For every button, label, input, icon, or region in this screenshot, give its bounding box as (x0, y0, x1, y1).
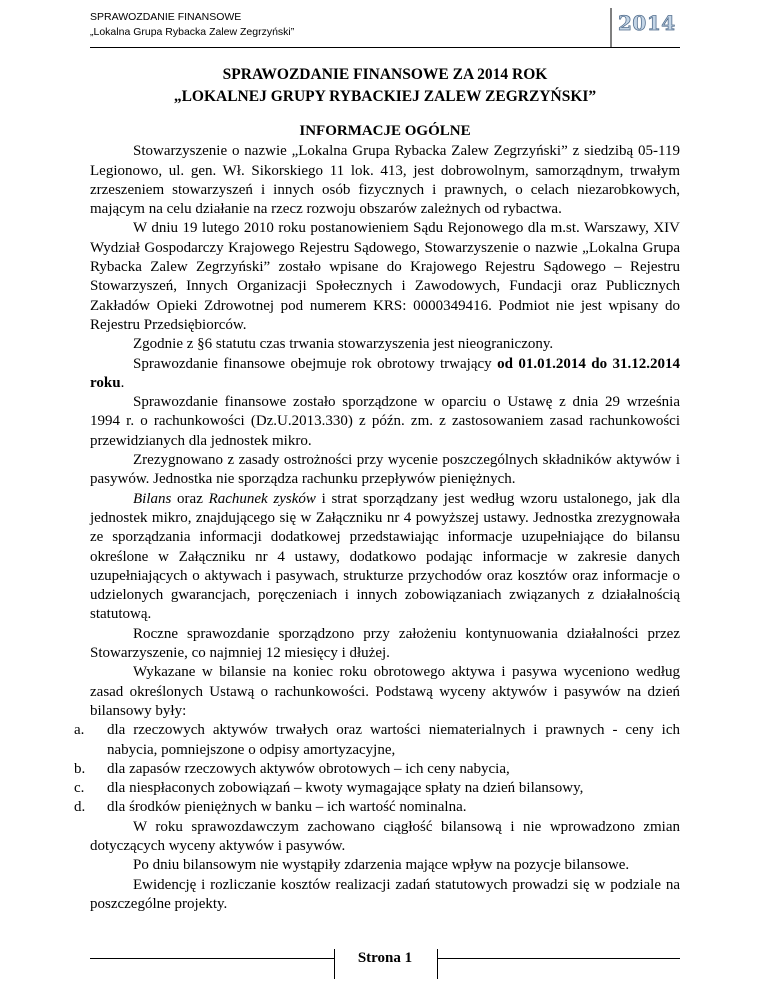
page-number: Strona 1 (357, 950, 413, 966)
paragraph-4-period: od 01.01.2014 do 31.12.2014 roku (90, 355, 680, 391)
title-line-1: SPRAWOZDANIE FINANSOWE ZA 2014 ROK (222, 66, 548, 83)
paragraph-7-mid: oraz (171, 490, 209, 507)
header-text (90, 10, 294, 40)
paragraph-6: Zrezygnowano z zasady ostrożności przy wycenie poszczególnych składników aktywów i pasywów. Jednostka nie sporządza rachunku przepływów pieniężnych. (90, 452, 680, 488)
list-text: dla środków pieniężnych w banku – ich wartość nominalna. (107, 799, 467, 816)
list-marker: a. (74, 722, 85, 739)
list-marker: d. (74, 799, 86, 816)
list-marker: b. (74, 760, 86, 777)
paragraph-3: Zgodnie z §6 statutu czas trwania stowarzyszenia jest nieograniczony. (133, 336, 554, 353)
paragraph-7-rest: i strat sporządzany jest według wzoru ustalonego, jak dla jednostek mikro, znajdującego się w Załączniku nr 4 powyższej ustawy. Jednostka zrezygnowała ze sporządzania informacji dodatkowej przedstawiając informacje uzupełniające do bilansu określone w Załączniku nr 4 ustawy, dodatkowo podając informacje w zakresie danych uzupełniających o aktywach i pasywach, strukturze przychodów oraz kosztów oraz informacje o udzielonych gwarancjach, poręczeniach i innych zobowiązaniach związanych z działalnością statutową. (90, 490, 681, 623)
section-heading: INFORMACJE OGÓLNE (299, 123, 471, 139)
title-line-2: „LOKALNEJ GRUPY RYBACKIEJ ZALEW ZEGRZYŃSKI” (173, 88, 597, 105)
paragraph-4 (90, 355, 680, 394)
paragraph-8: Roczne sprawozdanie sporządzono przy założeniu kontynuowania działalności przez Stowarzyszenie, co najmniej 12 miesięcy i dłużej. (90, 625, 680, 662)
list-item (74, 721, 680, 760)
header-line-2: „Lokalna Grupa Rybacka Zalew Zegrzyński” (90, 26, 295, 38)
list-item (74, 798, 680, 817)
paragraph-9: Wykazane w bilansie na koniec roku obrotowego aktywa i pasywa wyceniono według zasad określonych Ustawą o rachunkowości. Podstawą wyceny aktywów i pasywów na dzień bilansowy były: (90, 664, 680, 719)
paragraph-5: Sprawozdanie finansowe zostało sporządzone w oparciu o Ustawę z dnia 29 września 1994 r. o rachunkowości (Dz.U.2013.330) z późn. zm. z zastosowaniem zasad rachunkowości przewidzianych dla jednostek mikro. (90, 394, 680, 449)
list-item (74, 779, 680, 798)
paragraph-11: Po dniu bilansowym nie wystąpiły zdarzenia mające wpływ na pozycje bilansowe. (133, 857, 630, 874)
paragraph-4-end: . (120, 374, 125, 391)
paragraph-4-start: Sprawozdanie finansowe obejmuje rok obrotowy trwający (133, 355, 498, 372)
list-item (74, 760, 680, 779)
valuation-list (74, 721, 680, 817)
header-rule (90, 47, 680, 48)
paragraph-10: W roku sprawozdawczym zachowano ciągłość bilansową i nie wprowadzono zmian dotyczących wyceny aktywów i pasywów. (90, 818, 680, 854)
header-divider (610, 8, 612, 48)
list-text: dla zapasów rzeczowych aktywów obrotowych – ich ceny nabycia, (107, 760, 510, 777)
paragraph-2: W dniu 19 lutego 2010 roku postanowieniem Sądu Rejonowego dla m.st. Warszawy, XIV Wydział Gospodarczy Krajowego Rejestru Sądowego, Stowarzyszenie o nazwie „Lokalna Grupa Rybacka Zalew Zegrzyński” zostało wpisane do Krajowego Rejestru Sądowego – Rejestru Stowarzyszeń, Innych Organizacji Społecznych i Zawodowych, Fundacji oraz Publicznych Zakładów Opieki Zdrowotnej pod numerem KRS: 0000349416. Podmiot nie jest wpisany do Rejestru Przedsiębiorców. (90, 220, 680, 333)
paragraph-7-bilans: Bilans (133, 490, 172, 507)
list-text: dla rzeczowych aktywów trwałych oraz wartości niematerialnych i prawnych - ceny ich nabycia, pomniejszone o odpisy amortyzacyjne, (107, 722, 680, 758)
document-title (90, 64, 680, 108)
paragraph-7 (90, 490, 680, 625)
page-header (90, 8, 680, 48)
document-body (74, 60, 681, 914)
paragraph-1: Stowarzyszenie o nazwie „Lokalna Grupa Rybacka Zalew Zegrzyński” z siedzibą 05-119 Legionowo, ul. gen. Wł. Sikorskiego 11 lok. 413, jest dobrowolnym, samorządnym, trwałym zrzeszeniem stowarzyszeń i innych osób fizycznych i prawnych, o celach niezarobkowych, mającym na celu działanie na rzecz rozwoju obszarów zależnych od rybactwa. (90, 143, 680, 218)
paragraph-12: Ewidencję i rozliczanie kosztów realizacji zadań statutowych prowadzi się w podziale na poszczególne projekty. (90, 876, 680, 912)
list-text: dla niespłaconych zobowiązań – kwoty wymagające spłaty na dzień bilansowy, (107, 780, 584, 797)
list-marker: c. (74, 780, 85, 797)
header-line-1: SPRAWOZDANIE FINANSOWE (90, 11, 242, 23)
paragraph-7-rachunek: Rachunek zysków (208, 490, 316, 507)
header-year: 2014 (618, 11, 676, 35)
